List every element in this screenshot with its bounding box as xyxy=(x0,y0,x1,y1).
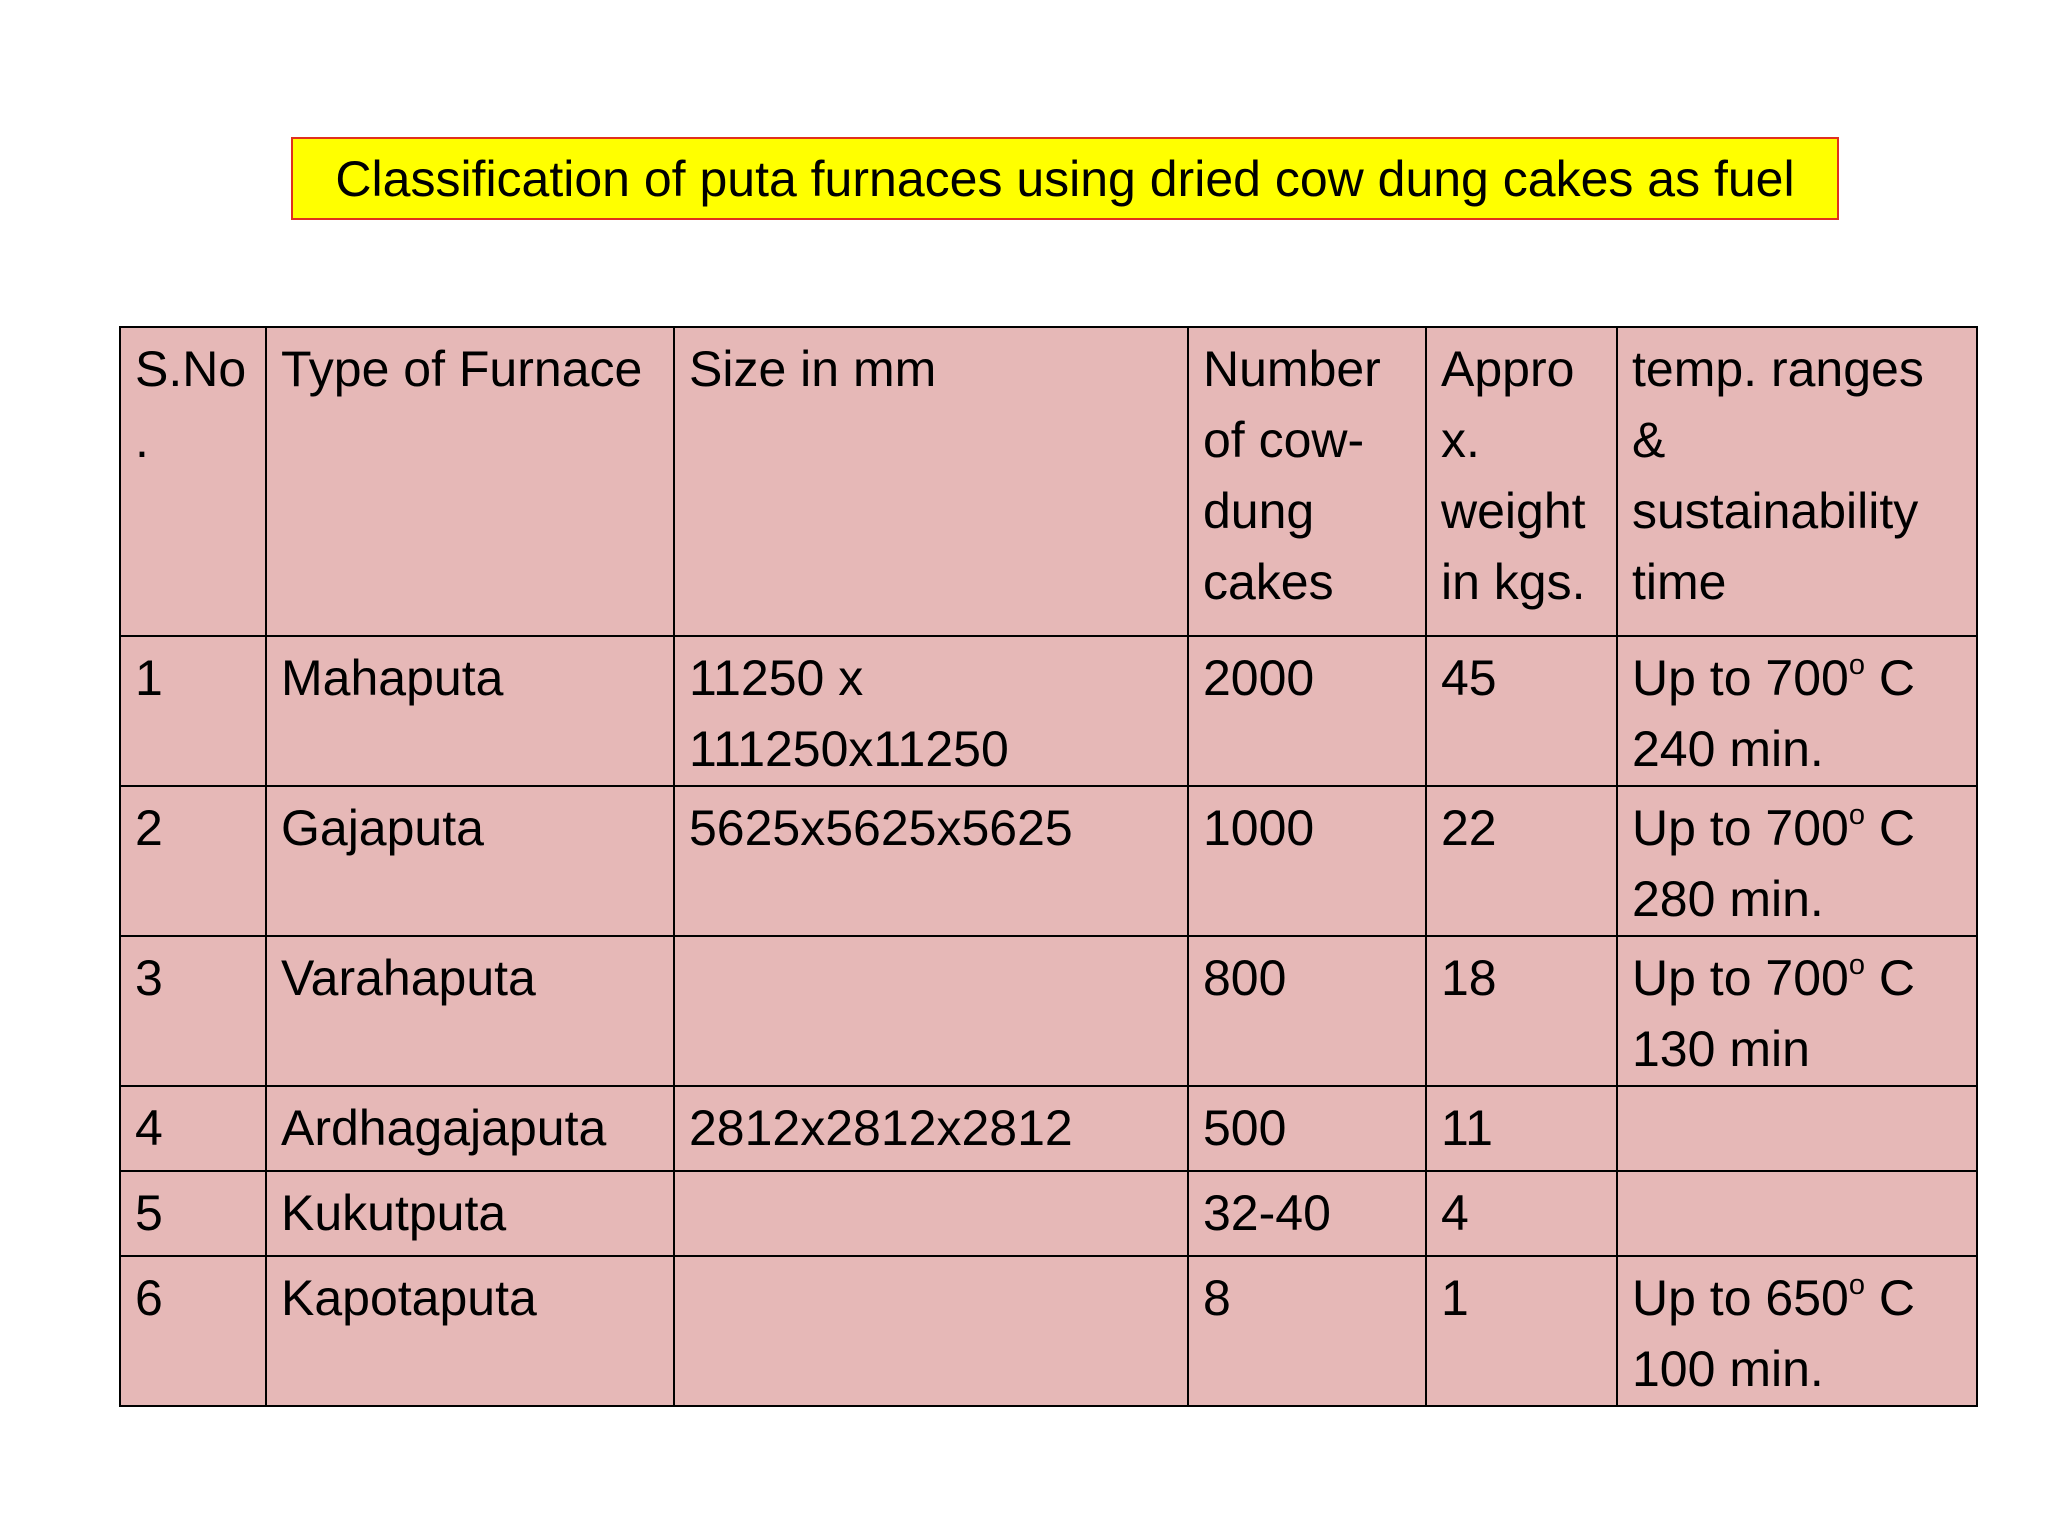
cell-temp xyxy=(1617,1086,1977,1171)
degree-sup: o xyxy=(1848,1269,1865,1302)
degree-sup: o xyxy=(1848,799,1865,832)
time-line: 130 min xyxy=(1632,1021,1810,1077)
cell-weight: 45 xyxy=(1426,636,1617,786)
temp-line: Up to 700$^o$ C xyxy=(1632,649,1915,706)
cell-type: Gajaputa xyxy=(266,786,674,936)
degree-sup: o xyxy=(1848,649,1865,682)
table-row xyxy=(120,1256,1977,1406)
cell-cakes: 800 xyxy=(1188,936,1426,1086)
cell-temp xyxy=(1617,786,1977,936)
cell-temp xyxy=(1617,636,1977,786)
cell-temp xyxy=(1617,936,1977,1086)
cell-cakes: 8 xyxy=(1188,1256,1426,1406)
temp-line: Up to 700$^o$ C xyxy=(1632,949,1915,1006)
cell-temp xyxy=(1617,1256,1977,1406)
cell-size: 11250 x 111250x11250 xyxy=(674,636,1188,786)
cell-size xyxy=(674,936,1188,1086)
cell-weight: 4 xyxy=(1426,1171,1617,1256)
cell-cakes: 32-40 xyxy=(1188,1171,1426,1256)
time-line: 240 min. xyxy=(1632,721,1824,777)
cell-weight: 1 xyxy=(1426,1256,1617,1406)
cell-weight: 18 xyxy=(1426,936,1617,1086)
cell-size xyxy=(674,1256,1188,1406)
header-cell-temp: temp. ranges & sustainability time xyxy=(1617,327,1977,636)
slide-title: Classification of puta furnaces using dried cow dung cakes as fuel xyxy=(335,150,1795,207)
time-line: 280 min. xyxy=(1632,871,1824,927)
degree-sup: o xyxy=(1848,949,1865,982)
cell-size xyxy=(674,1171,1188,1256)
header-cell-type: Type of Furnace xyxy=(266,327,674,636)
cell-cakes: 1000 xyxy=(1188,786,1426,936)
cell-weight: 11 xyxy=(1426,1086,1617,1171)
header-cell-size: Size in mm xyxy=(674,327,1188,636)
cell-type: Varahaputa xyxy=(266,936,674,1086)
cell-sno: 4 xyxy=(120,1086,266,1171)
header-cell-sno: S.No . xyxy=(120,327,266,636)
cell-type: Ardhagajaputa xyxy=(266,1086,674,1171)
cell-weight: 22 xyxy=(1426,786,1617,936)
cell-sno: 2 xyxy=(120,786,266,936)
time-line: 100 min. xyxy=(1632,1341,1824,1397)
cell-type: Mahaputa xyxy=(266,636,674,786)
table-row xyxy=(120,786,1977,936)
cell-type: Kapotaputa xyxy=(266,1256,674,1406)
cell-sno: 3 xyxy=(120,936,266,1086)
table-row xyxy=(120,1086,1977,1171)
cell-sno: 5 xyxy=(120,1171,266,1256)
table-row xyxy=(120,1171,1977,1256)
furnace-table xyxy=(119,326,1978,1407)
title-box xyxy=(291,137,1839,220)
cell-size: 5625x5625x5625 xyxy=(674,786,1188,936)
header-cell-weight: Appro x. weight in kgs. xyxy=(1426,327,1617,636)
table-row xyxy=(120,636,1977,786)
cell-size: 2812x2812x2812 xyxy=(674,1086,1188,1171)
temp-line: Up to 650$^o$ C xyxy=(1632,1269,1915,1326)
cell-cakes: 2000 xyxy=(1188,636,1426,786)
cell-cakes: 500 xyxy=(1188,1086,1426,1171)
cell-sno: 1 xyxy=(120,636,266,786)
cell-type: Kukutputa xyxy=(266,1171,674,1256)
cell-sno: 6 xyxy=(120,1256,266,1406)
cell-temp xyxy=(1617,1171,1977,1256)
header-cell-cakes: Number of cow- dung cakes xyxy=(1188,327,1426,636)
table-header-row xyxy=(120,327,1977,636)
table-row xyxy=(120,936,1977,1086)
temp-line: Up to 700$^o$ C xyxy=(1632,799,1915,856)
